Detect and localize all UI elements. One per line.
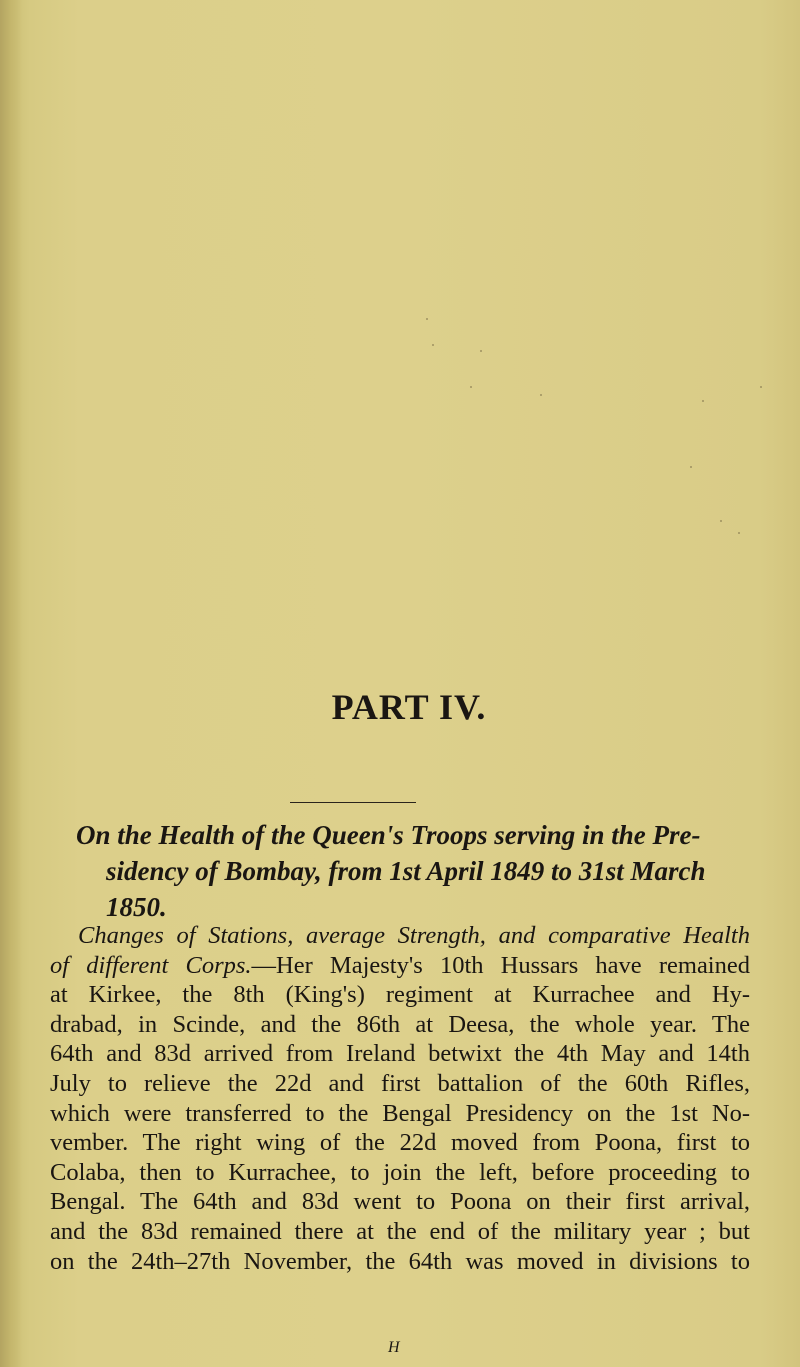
paragraph-line-8: vember. The right wing of the 22d moved from Poona, first to: [50, 1129, 750, 1157]
paragraph-line-3: at Kirkee, the 8th (King's) regiment at Kurrachee and Hy-: [50, 981, 750, 1009]
paragraph-line-9: Colaba, then to Kurrachee, to join the left, before proceeding to: [50, 1158, 750, 1186]
paper-speck: [702, 400, 704, 402]
paper-speck: [738, 532, 740, 534]
paper-speck: [432, 344, 434, 346]
page-binding-edge: [0, 0, 22, 1367]
title-rule: [290, 802, 416, 803]
paragraph-line-2-rest: —Her Majesty's 10th Hussars have remained: [251, 951, 750, 979]
paper-speck: [470, 386, 472, 388]
paragraph-line-2-lead: of different Corps.: [50, 951, 252, 979]
paragraph-lead-in: Changes of Stations, average Strength, and comparative Health: [78, 922, 750, 949]
paragraph-line-10: Bengal. The 64th and 83d went to Poona on their first arrival,: [50, 1188, 750, 1216]
paper-speck: [690, 466, 692, 468]
subtitle-line-3: 1850.: [106, 892, 167, 922]
paragraph-line-6: July to relieve the 22d and first battalion of the 60th Rifles,: [50, 1069, 750, 1097]
paragraph-line-4: drabad, in Scinde, and the 86th at Deesa, the whole year. The: [50, 1010, 750, 1038]
signature-mark: H: [388, 1339, 400, 1356]
paragraph-line-11: and the 83d remained there at the end of the military year ; but: [50, 1217, 750, 1245]
section-subtitle: [52, 817, 752, 925]
part-title: PART IV.: [331, 687, 487, 727]
paragraph-line-7: which were transferred to the Bengal Presidency on the 1st No-: [50, 1099, 750, 1127]
subtitle-line-2: sidency of Bombay, from 1st April 1849 to 31st March: [106, 856, 706, 886]
paragraph-line-12: on the 24th–27th November, the 64th was moved in divisions to: [50, 1247, 750, 1275]
paper-speck: [480, 350, 482, 352]
paper-speck: [540, 394, 542, 396]
paper-speck: [426, 318, 428, 320]
paper-speck: [720, 520, 722, 522]
subtitle-line-1: On the Health of the Queen's Troops serving in the Pre-: [76, 820, 701, 850]
paragraph-line-2: [50, 951, 750, 981]
body-paragraph: [50, 921, 750, 1276]
paper-speck: [760, 386, 762, 388]
paragraph-line-5: 64th and 83d arrived from Ireland betwixt the 4th May and 14th: [50, 1040, 750, 1068]
